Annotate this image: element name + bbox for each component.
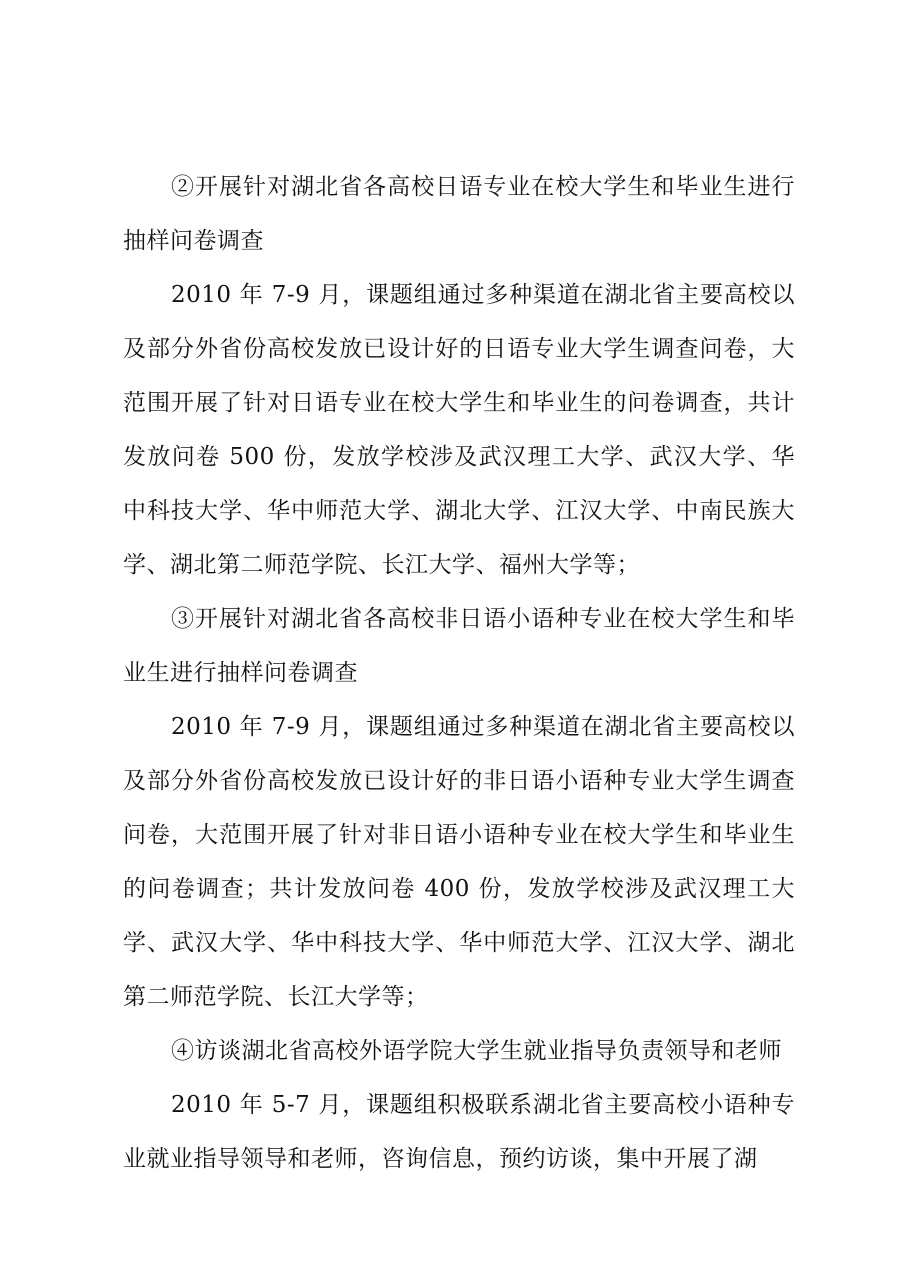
body-paragraph-interviews: 2010 年 5-7 月，课题组积极联系湖北省主要高校小语种专业就业指导领导和老师，咨询信息，预约访谈，集中开展了湖 — [123, 1092, 795, 1172]
body-paragraph-other-languages-survey: 2010 年 7-9 月，课题组通过多种渠道在湖北省主要高校以及部分外省份高校发放已设计好的非日语小语种专业大学生调查问卷，大范围开展了针对非日语小语种专业在校大学生和毕业生的问卷调查；共计发放问卷 400 份，发放学校涉及武汉理工大学、武汉大学、华中科技大学、华中师范大学、江汉大学、湖北第二师范学院、长江大学等； — [123, 714, 795, 1010]
body-paragraph-japanese-survey: 2010 年 7-9 月，课题组通过多种渠道在湖北省主要高校以及部分外省份高校发放已设计好的日语专业大学生调查问卷，大范围开展了针对日语专业在校大学生和毕业生的问卷调查，共计发放问卷 500 份，发放学校涉及武汉理工大学、武汉大学、华中科技大学、华中师范大学、湖北大学、江汉大学、中南民族大学、湖北第二师范学院、长江大学、福州大学等； — [123, 282, 795, 578]
document-body — [123, 160, 795, 1186]
section-heading-4: ④访谈湖北省高校外语学院大学生就业指导负责领导和老师 — [171, 1038, 782, 1064]
section-heading-2: ②开展针对湖北省各高校日语专业在校大学生和毕业生进行抽样问卷调查 — [123, 174, 795, 254]
section-heading-3: ③开展针对湖北省各高校非日语小语种专业在校大学生和毕业生进行抽样问卷调查 — [123, 606, 795, 686]
